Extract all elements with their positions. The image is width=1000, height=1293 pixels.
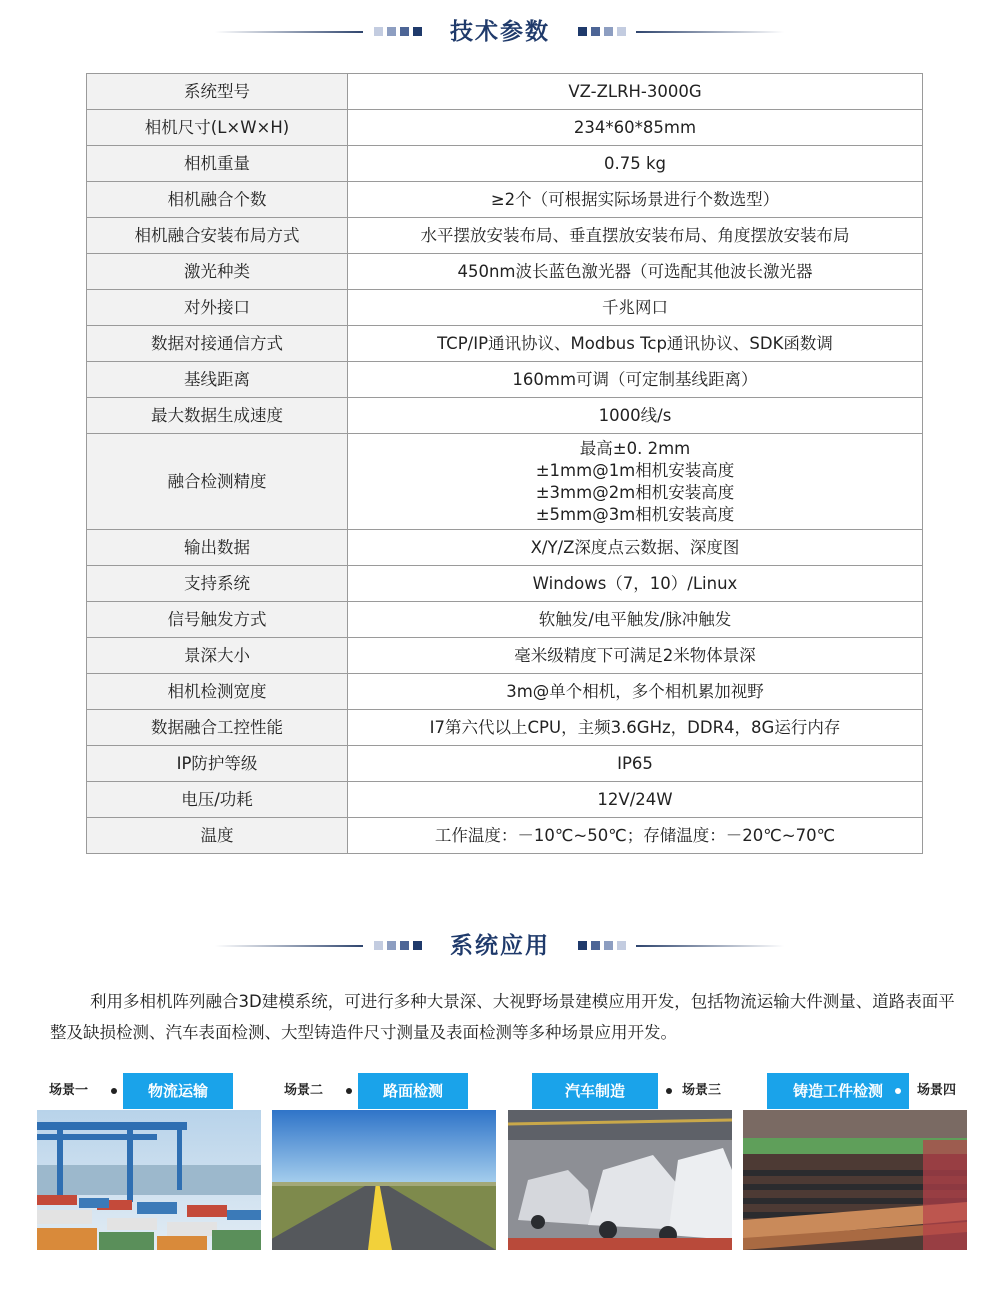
table-row	[87, 110, 923, 146]
spec-value-line: 最高±0. 2mm	[579, 438, 691, 458]
spec-value: 毫米级精度下可满足2米物体景深	[348, 638, 923, 674]
spec-key: 相机尺寸(L×W×H)	[87, 110, 348, 146]
table-row	[87, 638, 923, 674]
header-square	[591, 27, 600, 36]
scene-number: 场景三	[682, 1083, 722, 1098]
table-row	[87, 746, 923, 782]
table-row	[87, 818, 923, 854]
casting-roller-line-image	[743, 1110, 967, 1250]
spec-key: 激光种类	[87, 254, 348, 290]
scene-card-road	[272, 1073, 496, 1250]
header-square	[413, 27, 422, 36]
spec-value: VZ-ZLRH-3000G	[348, 74, 923, 110]
header-square	[604, 941, 613, 950]
spec-key: 基线距离	[87, 362, 348, 398]
table-row	[87, 434, 923, 530]
table-row	[87, 326, 923, 362]
spec-value: 软触发/电平触发/脉冲触发	[348, 602, 923, 638]
spec-key: 温度	[87, 818, 348, 854]
spec-key: 最大数据生成速度	[87, 398, 348, 434]
header-square	[578, 941, 587, 950]
scene-card-logistics	[37, 1073, 261, 1250]
spec-key: 相机融合安装布局方式	[87, 218, 348, 254]
table-row	[87, 290, 923, 326]
header-square	[387, 941, 396, 950]
spec-key: 支持系统	[87, 566, 348, 602]
header-line-left	[215, 31, 363, 33]
header-square	[413, 941, 422, 950]
scene-number: 场景四	[917, 1083, 957, 1098]
tech-section-header	[0, 12, 1000, 52]
spec-key: 电压/功耗	[87, 782, 348, 818]
table-row	[87, 362, 923, 398]
header-square	[604, 27, 613, 36]
spec-value: ≥2个（可根据实际场景进行个数选型）	[348, 182, 923, 218]
spec-key: IP防护等级	[87, 746, 348, 782]
scene-card-casting	[743, 1073, 967, 1250]
table-row	[87, 398, 923, 434]
scene-label: 铸造工件检测	[767, 1073, 909, 1109]
dot-separator	[895, 1088, 901, 1094]
table-row	[87, 74, 923, 110]
spec-key: 相机检测宽度	[87, 674, 348, 710]
tech-section-title: 技术参数	[450, 19, 550, 45]
spec-value: TCP/IP通讯协议、Modbus Tcp通讯协议、SDK函数调	[348, 326, 923, 362]
spec-key: 对外接口	[87, 290, 348, 326]
table-row	[87, 530, 923, 566]
spec-key: 景深大小	[87, 638, 348, 674]
table-row	[87, 674, 923, 710]
header-square	[617, 27, 626, 36]
open-road-landscape-image	[272, 1110, 496, 1250]
header-square	[578, 27, 587, 36]
scene-number: 场景一	[49, 1083, 89, 1098]
table-row	[87, 146, 923, 182]
spec-value: 1000线/s	[348, 398, 923, 434]
header-line-right	[636, 945, 784, 947]
header-square	[374, 941, 383, 950]
app-section-header	[0, 926, 1000, 966]
scene-card-automotive	[508, 1073, 732, 1250]
header-square	[617, 941, 626, 950]
header-square	[374, 27, 383, 36]
spec-key: 数据融合工控性能	[87, 710, 348, 746]
dot-separator	[666, 1088, 672, 1094]
scene-label: 汽车制造	[532, 1073, 658, 1109]
dot-separator	[111, 1088, 117, 1094]
car-assembly-line-image	[508, 1110, 732, 1250]
spec-value: IP65	[348, 746, 923, 782]
table-row	[87, 218, 923, 254]
header-square	[400, 941, 409, 950]
spec-value: I7第六代以上CPU，主频3.6GHz，DDR4，8G运行内存	[348, 710, 923, 746]
dot-separator	[346, 1088, 352, 1094]
spec-key: 相机融合个数	[87, 182, 348, 218]
spec-value: 3m@单个相机，多个相机累加视野	[348, 674, 923, 710]
spec-value: 234*60*85mm	[348, 110, 923, 146]
header-square	[400, 27, 409, 36]
header-line-right	[636, 31, 784, 33]
spec-key: 系统型号	[87, 74, 348, 110]
spec-value: 千兆网口	[348, 290, 923, 326]
spec-key: 相机重量	[87, 146, 348, 182]
spec-key: 数据对接通信方式	[87, 326, 348, 362]
spec-key: 融合检测精度	[87, 434, 348, 530]
table-row	[87, 566, 923, 602]
spec-value: 160mm可调（可定制基线距离）	[348, 362, 923, 398]
table-row	[87, 254, 923, 290]
spec-key: 输出数据	[87, 530, 348, 566]
spec-key: 信号触发方式	[87, 602, 348, 638]
scene-number: 场景二	[284, 1083, 324, 1098]
header-square	[387, 27, 396, 36]
header-square	[591, 941, 600, 950]
spec-value: 工作温度：－10℃~50℃；存储温度：－20℃~70℃	[348, 818, 923, 854]
spec-value-line: ±5mm@3m相机安装高度	[535, 504, 735, 524]
header-line-left	[215, 945, 363, 947]
table-row	[87, 182, 923, 218]
spec-value: X/Y/Z深度点云数据、深度图	[348, 530, 923, 566]
spec-table	[86, 73, 923, 854]
table-row	[87, 602, 923, 638]
spec-value: 0.75 kg	[348, 146, 923, 182]
app-section-title: 系统应用	[450, 933, 550, 959]
port-container-cranes-image	[37, 1110, 261, 1250]
spec-value-line: ±3mm@2m相机安装高度	[535, 482, 735, 502]
scene-label: 物流运输	[123, 1073, 233, 1109]
spec-value-line: ±1mm@1m相机安装高度	[535, 460, 735, 480]
scene-label: 路面检测	[358, 1073, 468, 1109]
app-description: 利用多相机阵列融合3D建模系统，可进行多种大景深、大视野场景建模应用开发，包括物流运输大件测量、道路表面平整及缺损检测、汽车表面检测、大型铸造件尺寸测量及表面检测等多种场景应用开发。	[50, 992, 955, 1042]
table-row	[87, 782, 923, 818]
table-row	[87, 710, 923, 746]
spec-value: 水平摆放安装布局、垂直摆放安装布局、角度摆放安装布局	[348, 218, 923, 254]
spec-value: 450nm波长蓝色激光器（可选配其他波长激光器	[348, 254, 923, 290]
spec-value	[348, 434, 923, 530]
spec-value: Windows（7，10）/Linux	[348, 566, 923, 602]
spec-value: 12V/24W	[348, 782, 923, 818]
